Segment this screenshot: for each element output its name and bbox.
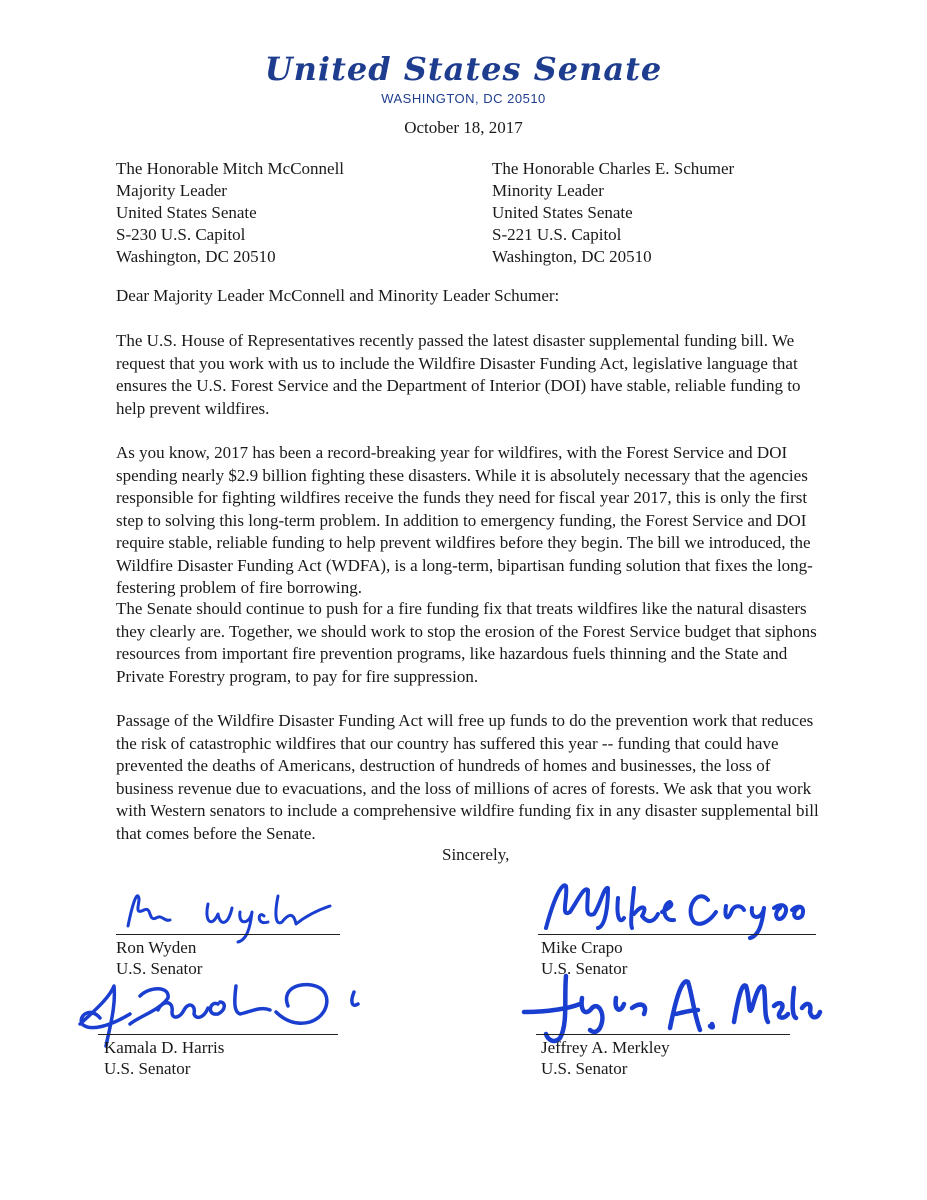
closing: Sincerely, bbox=[442, 845, 510, 864]
signatory-name: Jeffrey A. Merkley bbox=[541, 1038, 670, 1057]
letterhead-address: WASHINGTON, DC 20510 bbox=[381, 91, 546, 106]
salutation: Dear Majority Leader McConnell and Minority Leader Schumer: bbox=[116, 286, 560, 305]
recipient-line: United States Senate bbox=[116, 203, 257, 222]
signatory-harris bbox=[104, 1037, 224, 1079]
recipient-line: The Honorable Charles E. Schumer bbox=[492, 159, 735, 178]
signatory-name: Ron Wyden bbox=[116, 938, 197, 957]
recipient-line: United States Senate bbox=[492, 203, 633, 222]
signatory-title: U.S. Senator bbox=[104, 1059, 191, 1078]
signatory-name: Mike Crapo bbox=[541, 938, 623, 957]
signature-line bbox=[538, 934, 816, 935]
body-paragraph: The U.S. House of Representatives recently passed the latest disaster supplemental funding bill. We request that you work with us to include the Wildfire Disaster Funding Act, legislative language that ensures the U.S. Forest Service and the Department of Interior (DOI) have stable, reliable funding to help prevent wildfires. bbox=[116, 331, 801, 418]
recipient-address-schumer bbox=[492, 158, 734, 268]
signature-line bbox=[536, 1034, 790, 1035]
signatory-name: Kamala D. Harris bbox=[104, 1038, 225, 1057]
signatory-title: U.S. Senator bbox=[116, 959, 203, 978]
body-paragraph: Passage of the Wildfire Disaster Funding Act will free up funds to do the prevention work that reduces the risk of catastrophic wildfires that our country has suffered this year -- funding that could have prevented the deaths of Americans, destruction of hundreds of homes and businesses, the loss of business revenue due to evacuations, and the loss of millions of acres of forests. We ask that you work with Western senators to include a comprehensive wildfire funding fix in any disaster supplemental bill that comes before the Senate. bbox=[116, 711, 819, 843]
body-paragraph: The Senate should continue to push for a fire funding fix that treats wildfires like the natural disasters they clearly are. Together, we should work to stop the erosion of the Forest Service budget that siphons resources from important fire prevention programs, like hazardous fuels thinning and the State and Private Forestry program, to pay for fire suppression. bbox=[116, 599, 817, 686]
recipient-line: Washington, DC 20510 bbox=[116, 247, 276, 266]
recipient-line: S-221 U.S. Capitol bbox=[492, 225, 622, 244]
signature-line bbox=[116, 934, 340, 935]
letterhead-title: United States Senate bbox=[264, 50, 663, 88]
body-paragraph: As you know, 2017 has been a record-breaking year for wildfires, with the Forest Service and DOI spending nearly $2.9 billion fighting these disasters. While it is absolutely necessary that the agencies responsible for fighting wildfires receive the funds they need for fiscal year 2017, this is only the first step to solving this long-term problem. In addition to emergency funding, the Forest Service and DOI require stable, reliable funding to help prevent wildfires before they begin. The bill we introduced, the Wildfire Disaster Funding Act (WDFA), is a long-term, bipartisan funding solution that fixes the long-festering problem of fire borrowing. bbox=[116, 443, 813, 597]
recipient-address-mcconnell bbox=[116, 158, 344, 268]
signatory-merkley bbox=[541, 1037, 670, 1079]
letter-date: October 18, 2017 bbox=[404, 118, 523, 137]
recipient-line: Washington, DC 20510 bbox=[492, 247, 652, 266]
signature-line bbox=[98, 1034, 338, 1035]
recipient-line: Majority Leader bbox=[116, 181, 227, 200]
signatory-title: U.S. Senator bbox=[541, 959, 628, 978]
recipient-line: Minority Leader bbox=[492, 181, 604, 200]
recipient-line: S-230 U.S. Capitol bbox=[116, 225, 246, 244]
signatory-title: U.S. Senator bbox=[541, 1059, 628, 1078]
signature-crapo bbox=[538, 878, 828, 942]
recipient-line: The Honorable Mitch McConnell bbox=[116, 159, 345, 178]
